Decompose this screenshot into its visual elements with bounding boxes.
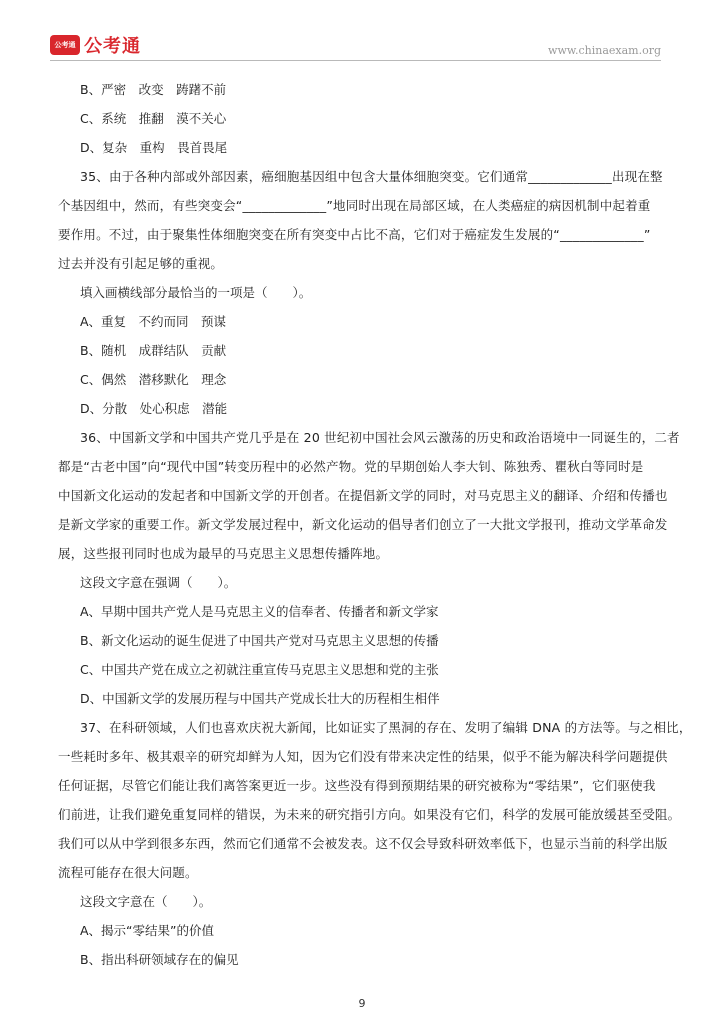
q37-option-b: B、指出科研领域存在的偏见 (80, 952, 239, 967)
q36-line: 是新文学家的重要工作。新文学发展过程中，新文化运动的倡导者们创立了一大批文学报刊，推动文学革命发 (58, 517, 668, 532)
q36-option-c: C、中国共产党在成立之初就注重宣传马克思主义思想和党的主张 (80, 662, 439, 677)
q36-option-d: D、中国新文学的发展历程与中国共产党成长壮大的历程相生相伴 (80, 691, 440, 706)
q35-line: 个基因组中，然而，有些突变会“_____________”地同时出现在局部区域，在人类癌症的病因机制中起着重 (58, 198, 651, 213)
q35-option-d: D、分散 处心积虑 潜能 (80, 401, 228, 416)
q37-line: 流程可能存在很大问题。 (58, 865, 198, 880)
header-divider (50, 60, 661, 61)
q37-line: 们前进，让我们避免重复同样的错误，为未来的研究指引方向。如果没有它们，科学的发展可能放缓甚至受阻。 (58, 807, 681, 822)
q36-option-b: B、新文化运动的诞生促进了中国共产党对马克思主义思想的传播 (80, 633, 439, 648)
q35-prompt: 填入画横线部分最恰当的一项是（ ）。 (80, 285, 312, 300)
q37-line: 37、在科研领域，人们也喜欢庆祝大新闻，比如证实了黑洞的存在、发明了编辑 DNA 的方法等。与之相比， (80, 720, 692, 735)
q36-option-a: A、早期中国共产党人是马克思主义的信奉者、传播者和新文学家 (80, 604, 439, 619)
q35-passage (58, 162, 666, 278)
q34-option-b: B、严密 改变 踌躇不前 (80, 82, 227, 97)
q35-line: 35、由于各种内部或外部因素，癌细胞基因组中包含大量体细胞突变。它们通常_____________出现在整 (80, 169, 663, 184)
q37-line: 任何证据，尽管它们能让我们离答案更近一步。这些没有得到预期结果的研究被称为“零结果”，它们驱使我 (58, 778, 656, 793)
site-url: www.chinaexam.org (548, 44, 661, 57)
logo-text: 公考通 (84, 36, 141, 57)
q36-line: 展，这些报刊同时也成为最早的马克思主义思想传播阵地。 (58, 546, 389, 561)
q35-option-c: C、偶然 潜移默化 理念 (80, 372, 227, 387)
q37-line: 我们可以从中学到很多东西，然而它们通常不会被发表。这不仅会导致科研效率低下，也显示当前的科学出版 (58, 836, 668, 851)
q36-passage (58, 423, 680, 568)
q36-line: 中国新文化运动的发起者和中国新文学的开创者。在提倡新文学的同时，对马克思主义的翻译、介绍和传播也 (58, 488, 668, 503)
q37-prompt: 这段文字意在（ ）。 (80, 894, 212, 909)
page-number: 9 (358, 997, 366, 1010)
q36-line: 都是“古老中国”向“现代中国”转变历程中的必然产物。党的早期创始人李大钊、陈独秀、瞿秋白等同时是 (58, 459, 644, 474)
logo-badge: 公考通 (50, 35, 80, 55)
q37-line: 一些耗时多年、极其艰辛的研究却鲜为人知，因为它们没有带来决定性的结果，似乎不能为解决科学问题提供 (58, 749, 668, 764)
q35-option-b: B、随机 成群结队 贡献 (80, 343, 227, 358)
q37-passage (58, 713, 692, 887)
q35-line: 过去并没有引起足够的重视。 (58, 256, 224, 271)
logo (50, 32, 141, 58)
document-body (58, 75, 692, 974)
page-header (0, 0, 724, 70)
q36-prompt: 这段文字意在强调（ ）。 (80, 575, 237, 590)
q37-option-a: A、揭示“零结果”的价值 (80, 923, 215, 938)
q36-line: 36、中国新文学和中国共产党几乎是在 20 世纪初中国社会风云激荡的历史和政治语境中一同诞生的，二者 (80, 430, 680, 445)
q35-line: 要作用。不过，由于聚集性体细胞突变在所有突变中占比不高，它们对于癌症发生发展的“_____________” (58, 227, 651, 242)
q34-option-c: C、系统 推翻 漠不关心 (80, 111, 227, 126)
q34-option-d: D、复杂 重构 畏首畏尾 (80, 140, 228, 155)
q35-option-a: A、重复 不约而同 预谋 (80, 314, 227, 329)
